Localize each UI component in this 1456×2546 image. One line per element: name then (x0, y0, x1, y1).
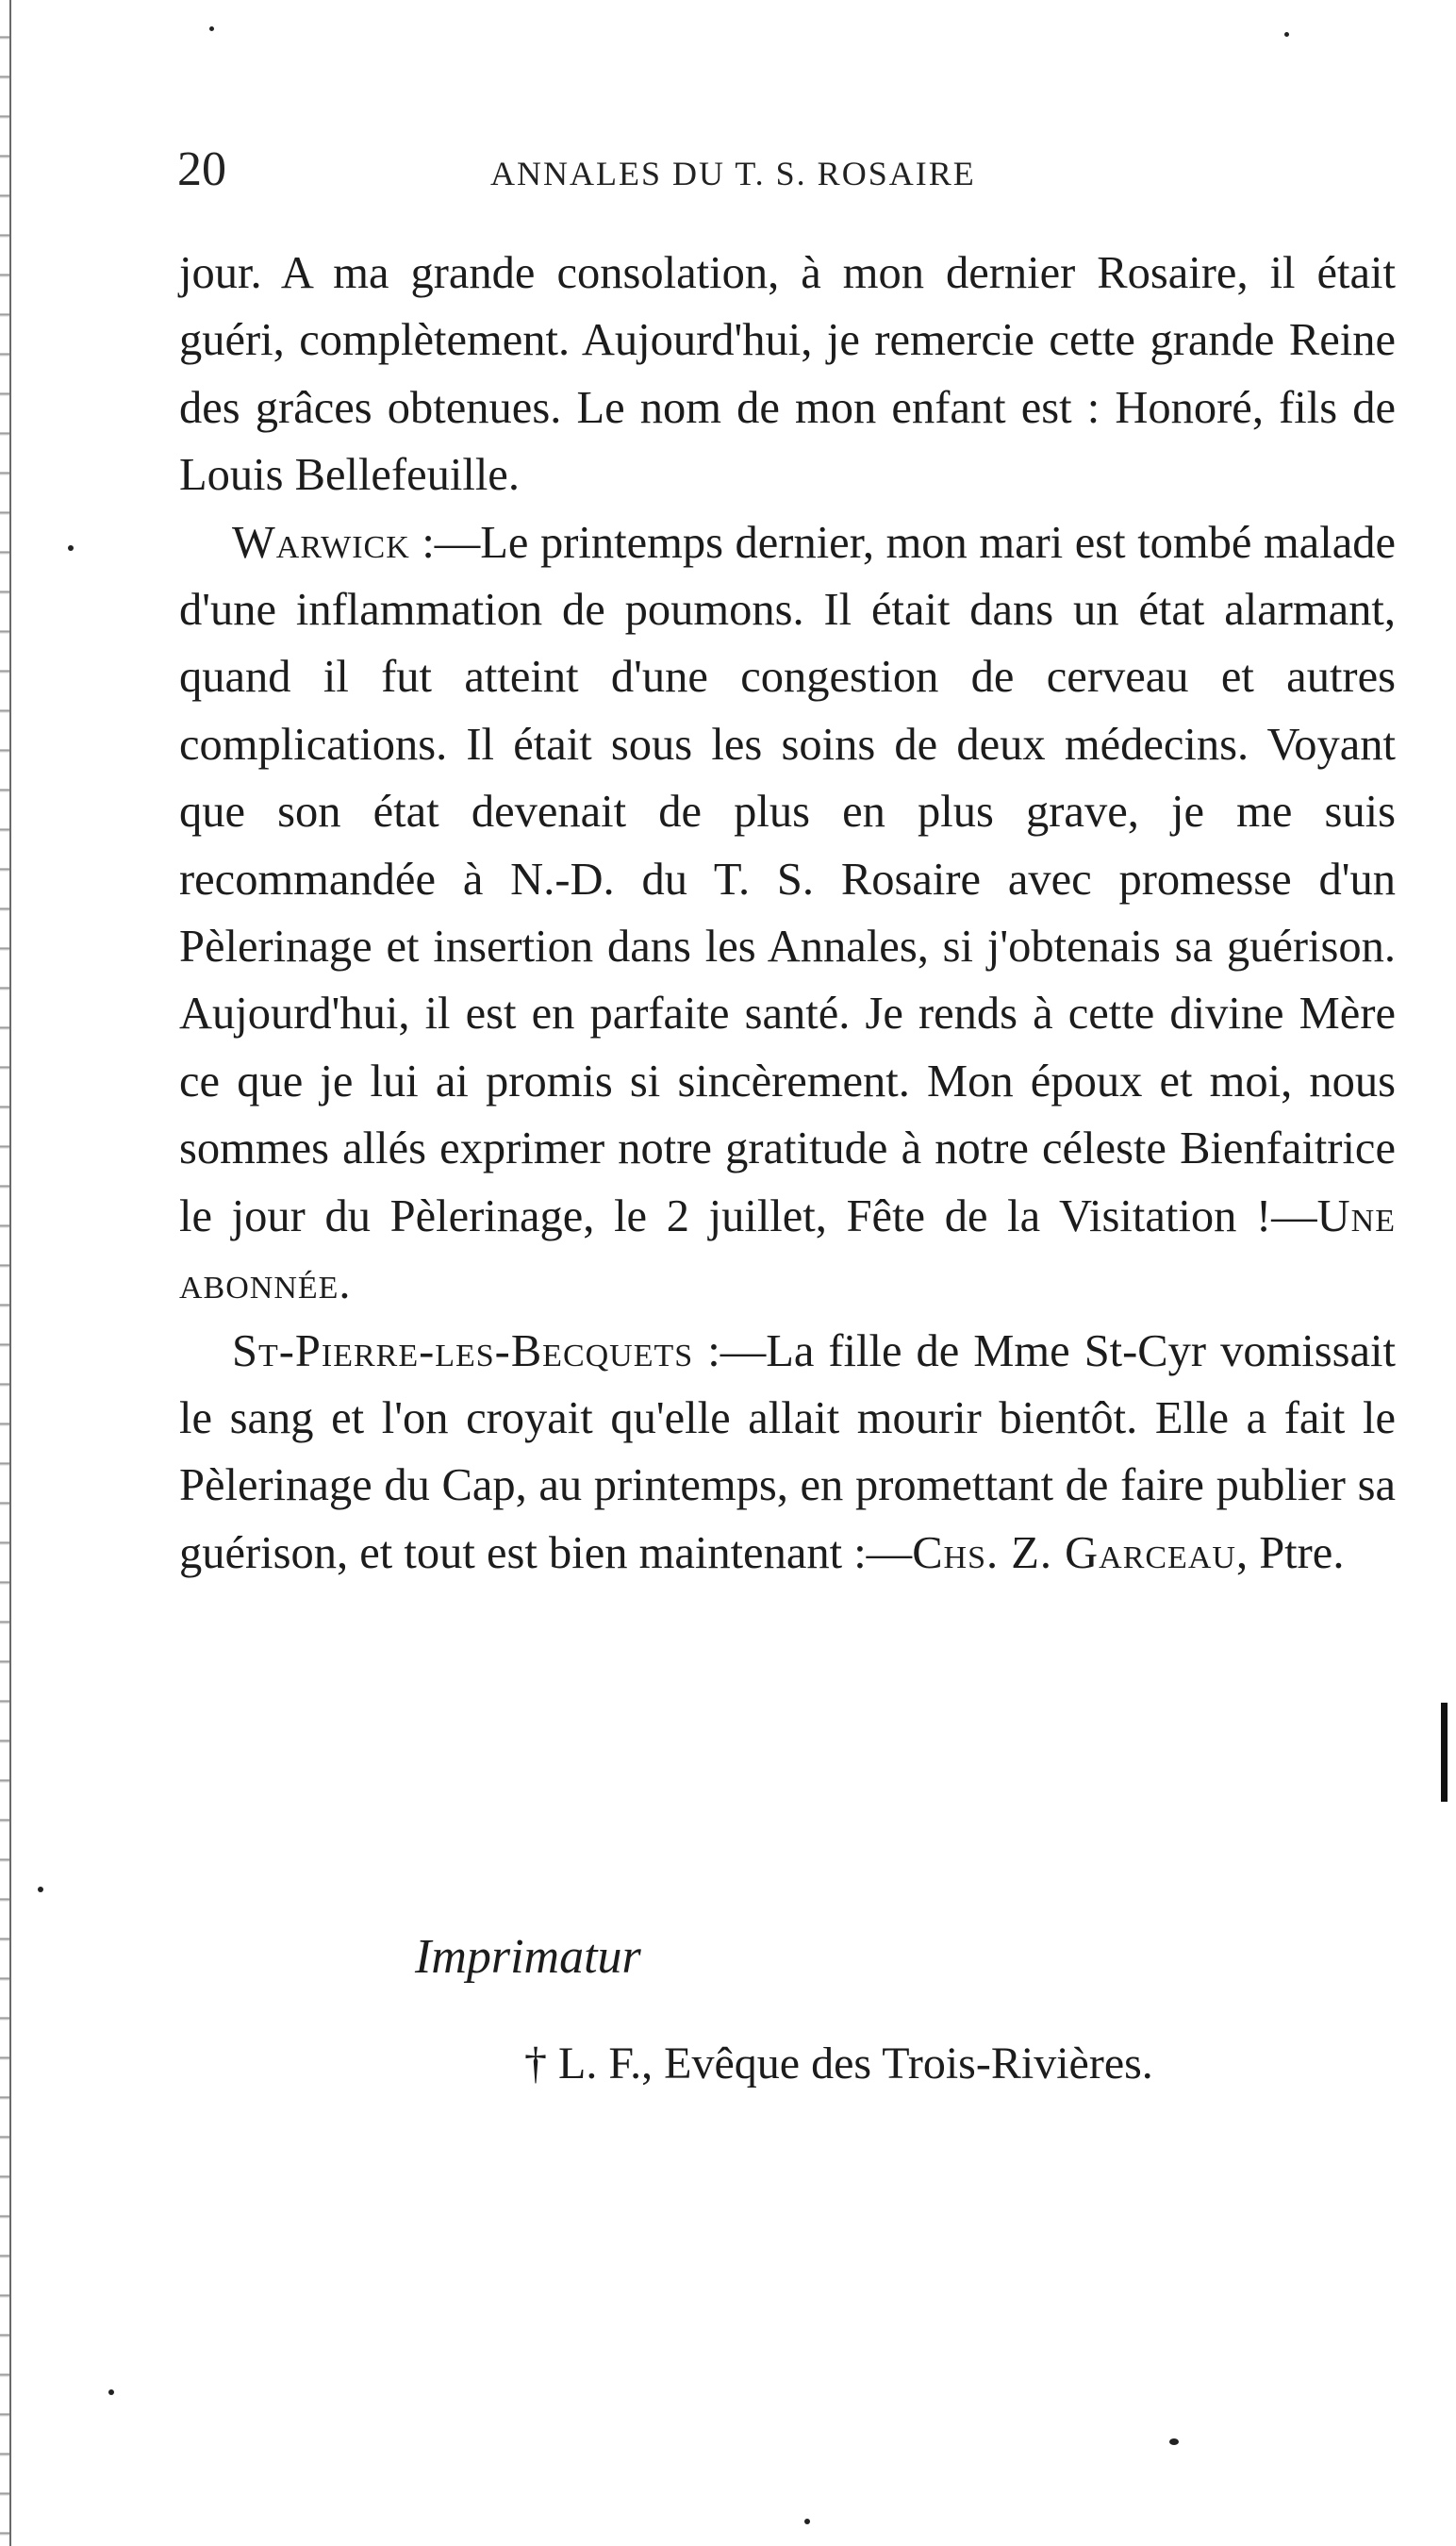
paragraph-text: :—La fille de Mme St-Cyr vomissait le sang et l'on croyait qu'elle allait mourir bientôt. Elle a fait le Pèlerinage du Cap, au printemps, en promettant de faire publier sa guérison, et tout est bien maintenant :— (179, 1325, 1396, 1578)
scan-margin-mark (1441, 1703, 1448, 1802)
running-head: ANNALES DU T. S. ROSAIRE (490, 155, 976, 192)
paragraph-text: :—Le printemps dernier, mon mari est tombé malade d'une inflammation de poumons. Il était dans un état alarmant, quand il fut atteint d'une congestion de cerveau et autres complications. Il était sous les soins de deux médecins. Voyant que son état devenait de plus en plus grave, je me suis recommandée à N.-D. du T. S. Rosaire avec promesse d'un Pèlerinage et insertion dans les Annales, si j'obtenais sa guérison. Aujourd'hui, il est en parfaite santé. Je rends à cette divine Mère ce que je lui ai promis si sincèrement. Mon époux et moi, nous sommes allés exprimer notre gratitude à notre céleste Bienfaitrice le jour du Pèlerinage, le 2 juillet, Fête de la Visitation !— (179, 517, 1396, 1241)
scan-speck (1169, 2438, 1179, 2445)
page-number: 20 (177, 142, 226, 196)
paragraph-st-pierre (179, 1318, 1396, 1588)
page-binding-edge (0, 0, 11, 2546)
place-name: St-Pierre-les-Becquets (232, 1325, 694, 1376)
paragraph-warwick (179, 509, 1396, 1318)
paragraph-continuation: jour. A ma grande consolation, à mon dernier Rosaire, il était guéri, complètement. Aujourd'hui, je remercie cette grande Reine des grâces obtenues. Le nom de mon enfant est : Honoré, fils de Louis Bellefeuille. (179, 248, 1396, 501)
scan-speck (68, 545, 74, 551)
place-name: Warwick (232, 517, 410, 568)
scan-speck (108, 2389, 114, 2395)
scan-speck (38, 1887, 43, 1892)
scan-speck (804, 2519, 810, 2524)
page-body (179, 240, 1396, 1587)
paragraph-signature: Une abonnée. (179, 1190, 1396, 1309)
paragraph-signature: Chs. Z. Garceau (912, 1527, 1236, 1578)
page-header (177, 141, 1413, 217)
imprimatur-heading: Imprimatur (415, 1930, 641, 1984)
scan-speck (209, 26, 214, 31)
signature-suffix: , Ptre. (1235, 1527, 1345, 1578)
bishop-signature: † L. F., Evêque des Trois-Rivières. (524, 2038, 1153, 2088)
scan-speck (1284, 32, 1289, 37)
